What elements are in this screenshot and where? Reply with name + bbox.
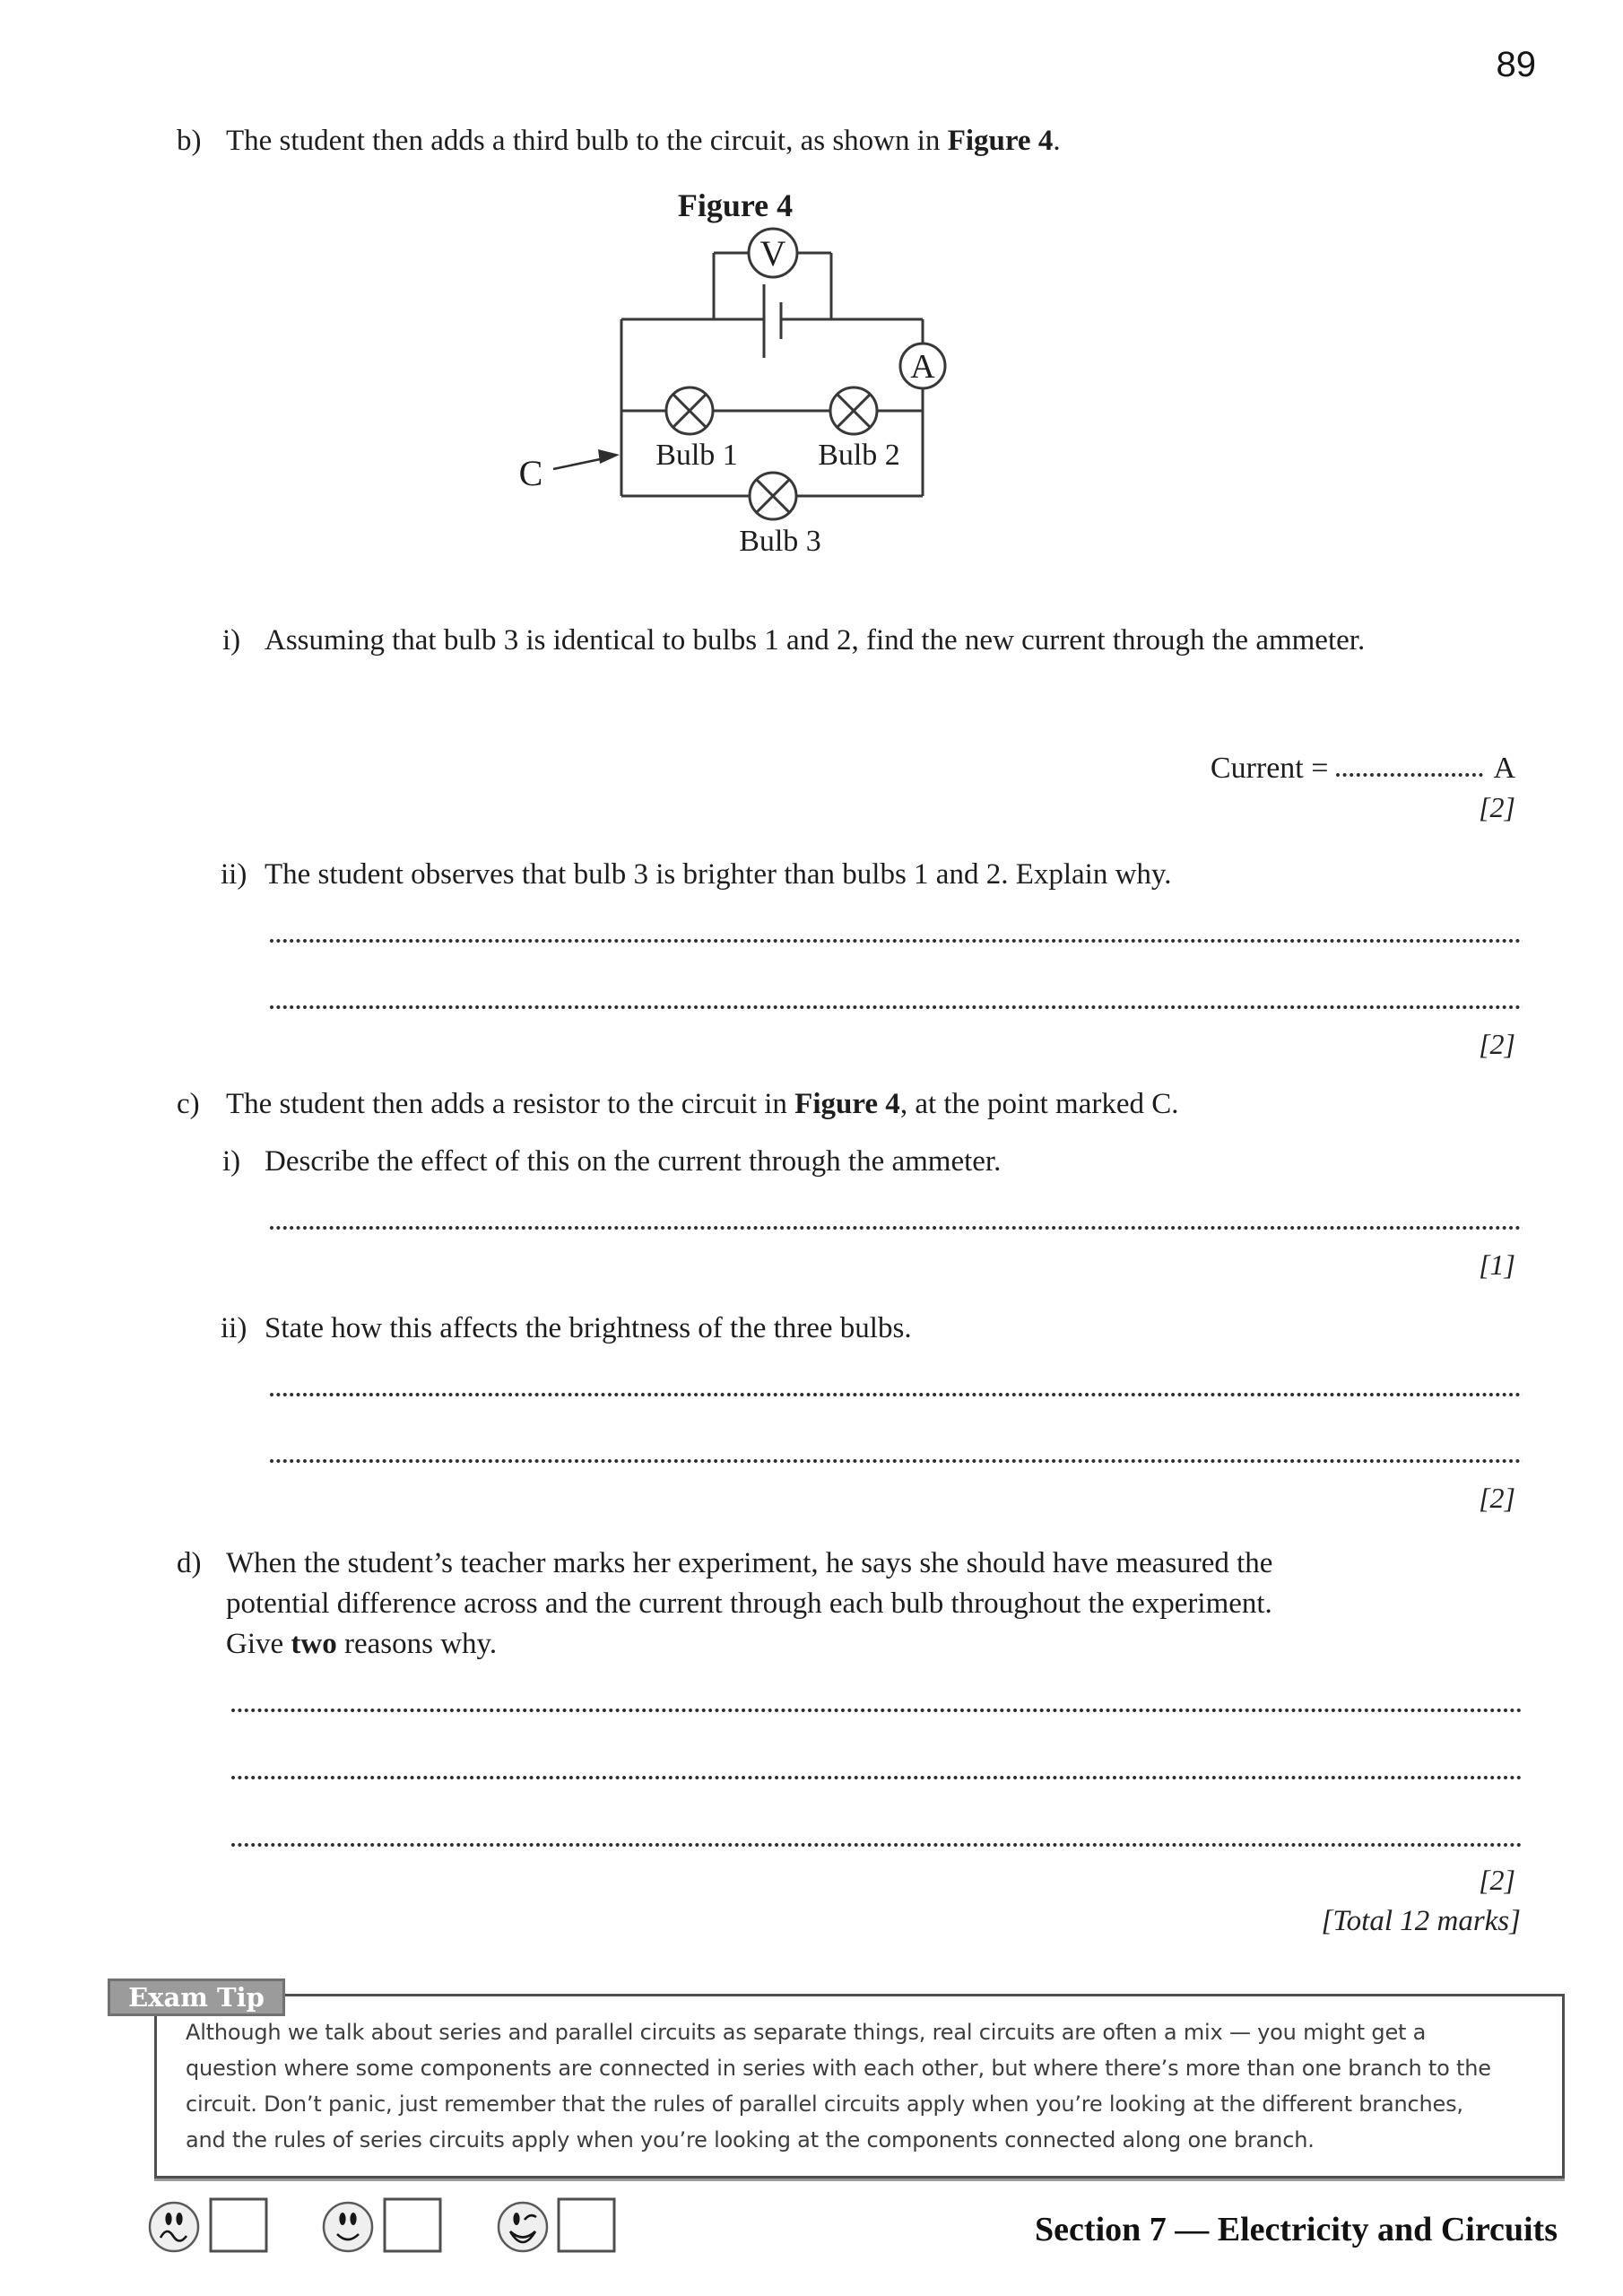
- circuit-diagram: [484, 215, 986, 574]
- answer-line[interactable]: [269, 938, 1523, 944]
- question-c-figure-ref: Figure 4: [794, 1088, 900, 1120]
- sad-face-icon: [150, 2203, 198, 2251]
- question-ci-label: i): [222, 1145, 241, 1178]
- current-answer-line: [1211, 752, 1515, 786]
- answer-line[interactable]: [269, 1004, 1523, 1010]
- question-d-line3-after: reasons why.: [336, 1628, 498, 1660]
- question-bii-label: ii): [221, 858, 247, 891]
- answer-line[interactable]: [230, 1842, 1523, 1848]
- bulb3-icon: [750, 473, 796, 519]
- exam-tip-line: question where some components are connected in series with each other, but where there’s more than one branch to the: [186, 2056, 1491, 2081]
- current-answer-unit: A: [1493, 752, 1515, 785]
- c-arrow-icon: [553, 449, 620, 469]
- question-d-line2: potential difference across and the current through each bulb throughout the experiment.: [226, 1587, 1272, 1620]
- question-bii-text: The student observes that bulb 3 is brighter than bulbs 1 and 2. Explain why.: [265, 858, 1172, 891]
- total-marks: [Total 12 marks]: [1321, 1905, 1521, 1937]
- exam-tip-tab: Exam Tip: [108, 1979, 285, 2016]
- feedback-checkbox-sad[interactable]: [211, 2199, 266, 2251]
- answer-line[interactable]: [230, 1708, 1523, 1713]
- bulb3-label: Bulb 3: [739, 525, 821, 558]
- question-b-text: [226, 124, 1061, 160]
- question-bi-text: Assuming that bulb 3 is identical to bulbs 1 and 2, find the new current through the ammeter.: [265, 624, 1366, 657]
- answer-line[interactable]: [230, 1775, 1523, 1780]
- section-footer: Section 7 — Electricity and Circuits: [1035, 2211, 1558, 2248]
- question-ci-text: Describe the effect of this on the current through the ammeter.: [265, 1145, 1002, 1178]
- question-c-label: c): [177, 1088, 200, 1120]
- figure-title: Figure 4: [677, 187, 794, 223]
- marks-d: [2]: [1479, 1864, 1515, 1896]
- happy-face-icon: [499, 2203, 547, 2251]
- feedback-row: [126, 2187, 646, 2269]
- question-cii-text: State how this affects the brightness of the three bulbs.: [265, 1312, 912, 1344]
- bulb1-icon: [666, 387, 713, 434]
- question-b-figure-ref: Figure 4: [947, 125, 1054, 157]
- current-answer-field[interactable]: [1335, 756, 1486, 778]
- question-d-line3: [226, 1627, 497, 1663]
- question-d-label: d): [177, 1547, 202, 1579]
- answer-line[interactable]: [269, 1225, 1523, 1231]
- page-number: 89: [1496, 45, 1536, 84]
- feedback-checkbox-neutral[interactable]: [385, 2199, 440, 2251]
- answer-line[interactable]: [269, 1458, 1523, 1464]
- bulb1-label: Bulb 1: [655, 439, 738, 472]
- neutral-face-icon: [324, 2203, 372, 2251]
- current-answer-prefix: Current =: [1210, 752, 1329, 785]
- question-c-text-after: , at the point marked C.: [899, 1088, 1179, 1120]
- question-c-text: [226, 1087, 1179, 1123]
- answer-line[interactable]: [269, 1392, 1523, 1397]
- marks-bii: [2]: [1479, 1028, 1515, 1060]
- question-b-label: b): [177, 125, 202, 157]
- marks-cii: [2]: [1479, 1482, 1515, 1514]
- ammeter-label: A: [910, 348, 935, 386]
- voltmeter-label: V: [759, 233, 786, 274]
- point-c-label: C: [518, 453, 543, 493]
- voltmeter-icon: [749, 229, 797, 277]
- marks-ci: [1]: [1479, 1248, 1515, 1281]
- question-b-text-after: .: [1053, 125, 1061, 157]
- exam-tip-line: and the rules of series circuits apply when you’re looking at the components connected along one branch.: [186, 2127, 1315, 2152]
- marks-bi: [2]: [1479, 791, 1515, 823]
- feedback-checkbox-happy[interactable]: [559, 2199, 614, 2251]
- bulb2-label: Bulb 2: [818, 439, 900, 472]
- exam-tip-line: Although we talk about series and parallel circuits as separate things, real circuits are often a mix — you might get a: [186, 2020, 1427, 2045]
- question-bi-label: i): [222, 624, 241, 657]
- exam-tip-line: circuit. Don’t panic, just remember that the rules of parallel circuits apply when you’re looking at the different branches,: [186, 2092, 1463, 2117]
- bulb2-icon: [830, 387, 877, 434]
- exam-tip-box: [154, 1994, 1565, 2179]
- question-d-line1: When the student’s teacher marks her experiment, he says she should have measured the: [226, 1547, 1273, 1579]
- question-d-line3-bold: two: [291, 1628, 337, 1660]
- question-c-text-before: The student then adds a resistor to the circuit in: [226, 1088, 795, 1120]
- ammeter-icon: [900, 344, 945, 388]
- question-d-line3-before: Give: [226, 1628, 291, 1660]
- question-cii-label: ii): [221, 1312, 247, 1344]
- question-b-text-before: The student then adds a third bulb to the circuit, as shown in: [226, 125, 948, 157]
